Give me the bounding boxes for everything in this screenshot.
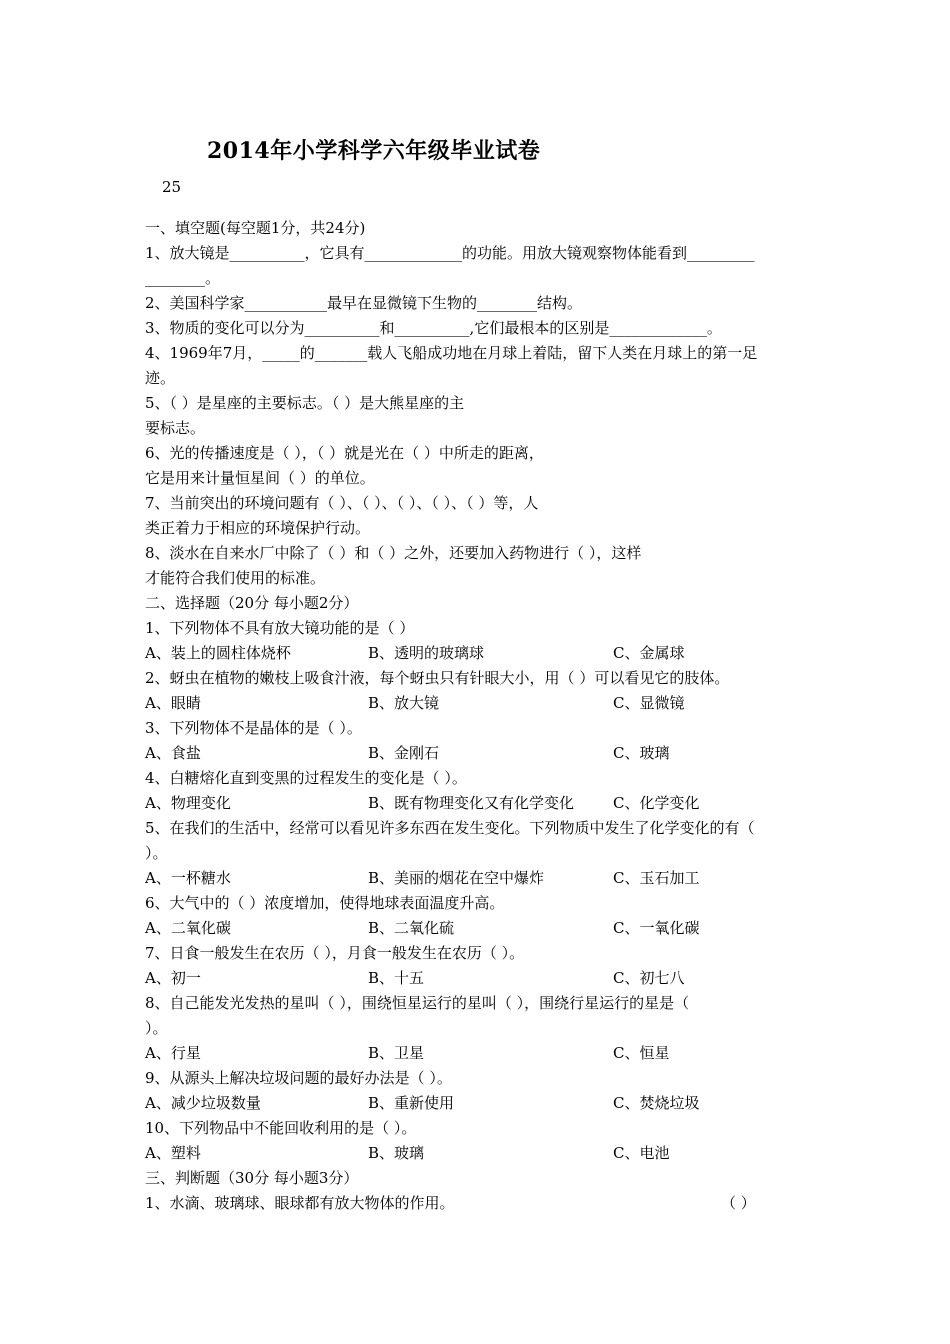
option-a: A、初一: [145, 969, 201, 987]
question-text-continued: ）。: [145, 1019, 168, 1037]
fill-in-line: 1、放大镜是__________，它具有_____________的功能。用放大镜观察物体能看到_________: [145, 244, 755, 262]
exam-title: 2014年小学科学六年级毕业试卷: [207, 138, 541, 164]
fill-in-line: 5、（ ）是星座的主要标志。（ ）是大熊星座的主: [145, 394, 465, 412]
fill-in-line: 它是用来计量恒星间（ ）的单位。: [145, 469, 375, 487]
option-a: A、眼睛: [145, 694, 201, 712]
fill-in-line: 4、1969年7月，_____的_______载人飞船成功地在月球上着陆，留下人类在月球上的第一足: [145, 344, 758, 362]
section-heading-multiple-choice: 二、选择题（20分 每小题2分）: [145, 594, 359, 612]
fill-in-line: 2、美国科学家___________最早在显微镜下生物的________结构。: [145, 294, 583, 312]
option-b: B、玻璃: [368, 1144, 425, 1162]
option-a: A、一杯糖水: [145, 869, 231, 887]
question-text: 4、白糖熔化直到变黑的过程发生的变化是（ ）。: [145, 769, 467, 787]
options-row: [145, 1091, 809, 1116]
question-text: 6、大气中的（ ）浓度增加，使得地球表面温度升高。: [145, 894, 505, 912]
options-row: [145, 1141, 809, 1166]
question-text: 7、日食一般发生在农历（ ），月食一般发生在农历（ ）。: [145, 944, 525, 962]
exam-body: [145, 216, 809, 1216]
fill-in-line: 3、物质的变化可以分为__________和__________,它们最根本的区别是_____________。: [145, 319, 722, 337]
fill-in-line: 迹。: [145, 369, 176, 387]
question-text: 9、从源头上解决垃圾问题的最好办法是（ ）。: [145, 1069, 452, 1087]
option-c: C、电池: [613, 1144, 670, 1162]
option-b: B、卫星: [368, 1044, 425, 1062]
option-c: C、显微镜: [613, 694, 685, 712]
option-a: A、二氧化碳: [145, 919, 231, 937]
fill-in-line: ________。: [145, 269, 221, 287]
option-c: C、金属球: [613, 644, 685, 662]
options-row: [145, 791, 809, 816]
question-text: 8、自己能发光发热的星叫（ ），围绕恒星运行的星叫（ ），围绕行星运行的星是（: [145, 994, 690, 1012]
option-c: C、焚烧垃圾: [613, 1094, 700, 1112]
option-c: C、初七八: [613, 969, 685, 987]
option-a: A、行星: [145, 1044, 201, 1062]
question-text: 1、下列物体不具有放大镜功能的是（ ）: [145, 619, 415, 637]
option-b: B、重新使用: [368, 1094, 455, 1112]
options-row: [145, 966, 809, 991]
option-a: A、物理变化: [145, 794, 231, 812]
options-row: [145, 916, 809, 941]
fill-in-line: 6、光的传播速度是（ ），（ ）就是光在（ ）中所走的距离，: [145, 444, 544, 462]
option-a: A、塑料: [145, 1144, 201, 1162]
option-c: C、化学变化: [613, 794, 700, 812]
question-text: 3、下列物体不是晶体的是（ ）。: [145, 719, 362, 737]
fill-in-line: 要标志。: [145, 419, 206, 437]
option-c: C、玉石加工: [613, 869, 700, 887]
options-row: [145, 741, 809, 766]
option-b: B、放大镜: [368, 694, 440, 712]
judgment-item: [145, 1191, 809, 1216]
option-c: C、恒星: [613, 1044, 670, 1062]
score-note: 25: [162, 178, 182, 196]
fill-in-line: 才能符合我们使用的标准。: [145, 569, 326, 587]
option-a: A、减少垃圾数量: [145, 1094, 261, 1112]
fill-in-line: 8、淡水在自来水厂中除了（ ）和（ ）之外，还要加入药物进行（ ），这样: [145, 544, 642, 562]
option-b: B、既有物理变化又有化学变化: [368, 794, 575, 812]
judgment-text: 1、水滴、玻璃球、眼球都有放大物体的作用。: [145, 1194, 455, 1212]
option-b: B、美丽的烟花在空中爆炸: [368, 869, 545, 887]
fill-in-line: 7、当前突出的环境问题有（ ）、（ ）、（ ）、（ ）、（ ）等，人: [145, 494, 539, 512]
fill-in-line: 类正着力于相应的环境保护行动。: [145, 519, 371, 537]
options-row: [145, 691, 809, 716]
question-text: 10、下列物品中不能回收利用的是（ ）。: [145, 1119, 417, 1137]
option-b: B、透明的玻璃球: [368, 644, 485, 662]
option-b: B、十五: [368, 969, 425, 987]
options-row: [145, 1041, 809, 1066]
section-heading-fill-in: 一、填空题(每空题1分，共24分): [145, 219, 366, 237]
option-b: B、二氧化硫: [368, 919, 455, 937]
option-a: A、装上的圆柱体烧杯: [145, 644, 291, 662]
section-heading-true-false: 三、判断题（30分 每小题3分）: [145, 1169, 359, 1187]
question-text: 5、在我们的生活中，经常可以看见许多东西在发生变化。下列物质中发生了化学变化的有（: [145, 819, 755, 837]
question-text: 2、蚜虫在植物的嫩枝上吸食汁液，每个蚜虫只有针眼大小，用（ ）可以看见它的肢体。: [145, 669, 730, 687]
options-row: [145, 641, 809, 666]
option-b: B、金刚石: [368, 744, 440, 762]
answer-bracket: （ ）: [721, 1194, 756, 1212]
option-a: A、食盐: [145, 744, 201, 762]
question-text-continued: ）。: [145, 844, 168, 862]
option-c: C、一氧化碳: [613, 919, 700, 937]
options-row: [145, 866, 809, 891]
option-c: C、玻璃: [613, 744, 670, 762]
